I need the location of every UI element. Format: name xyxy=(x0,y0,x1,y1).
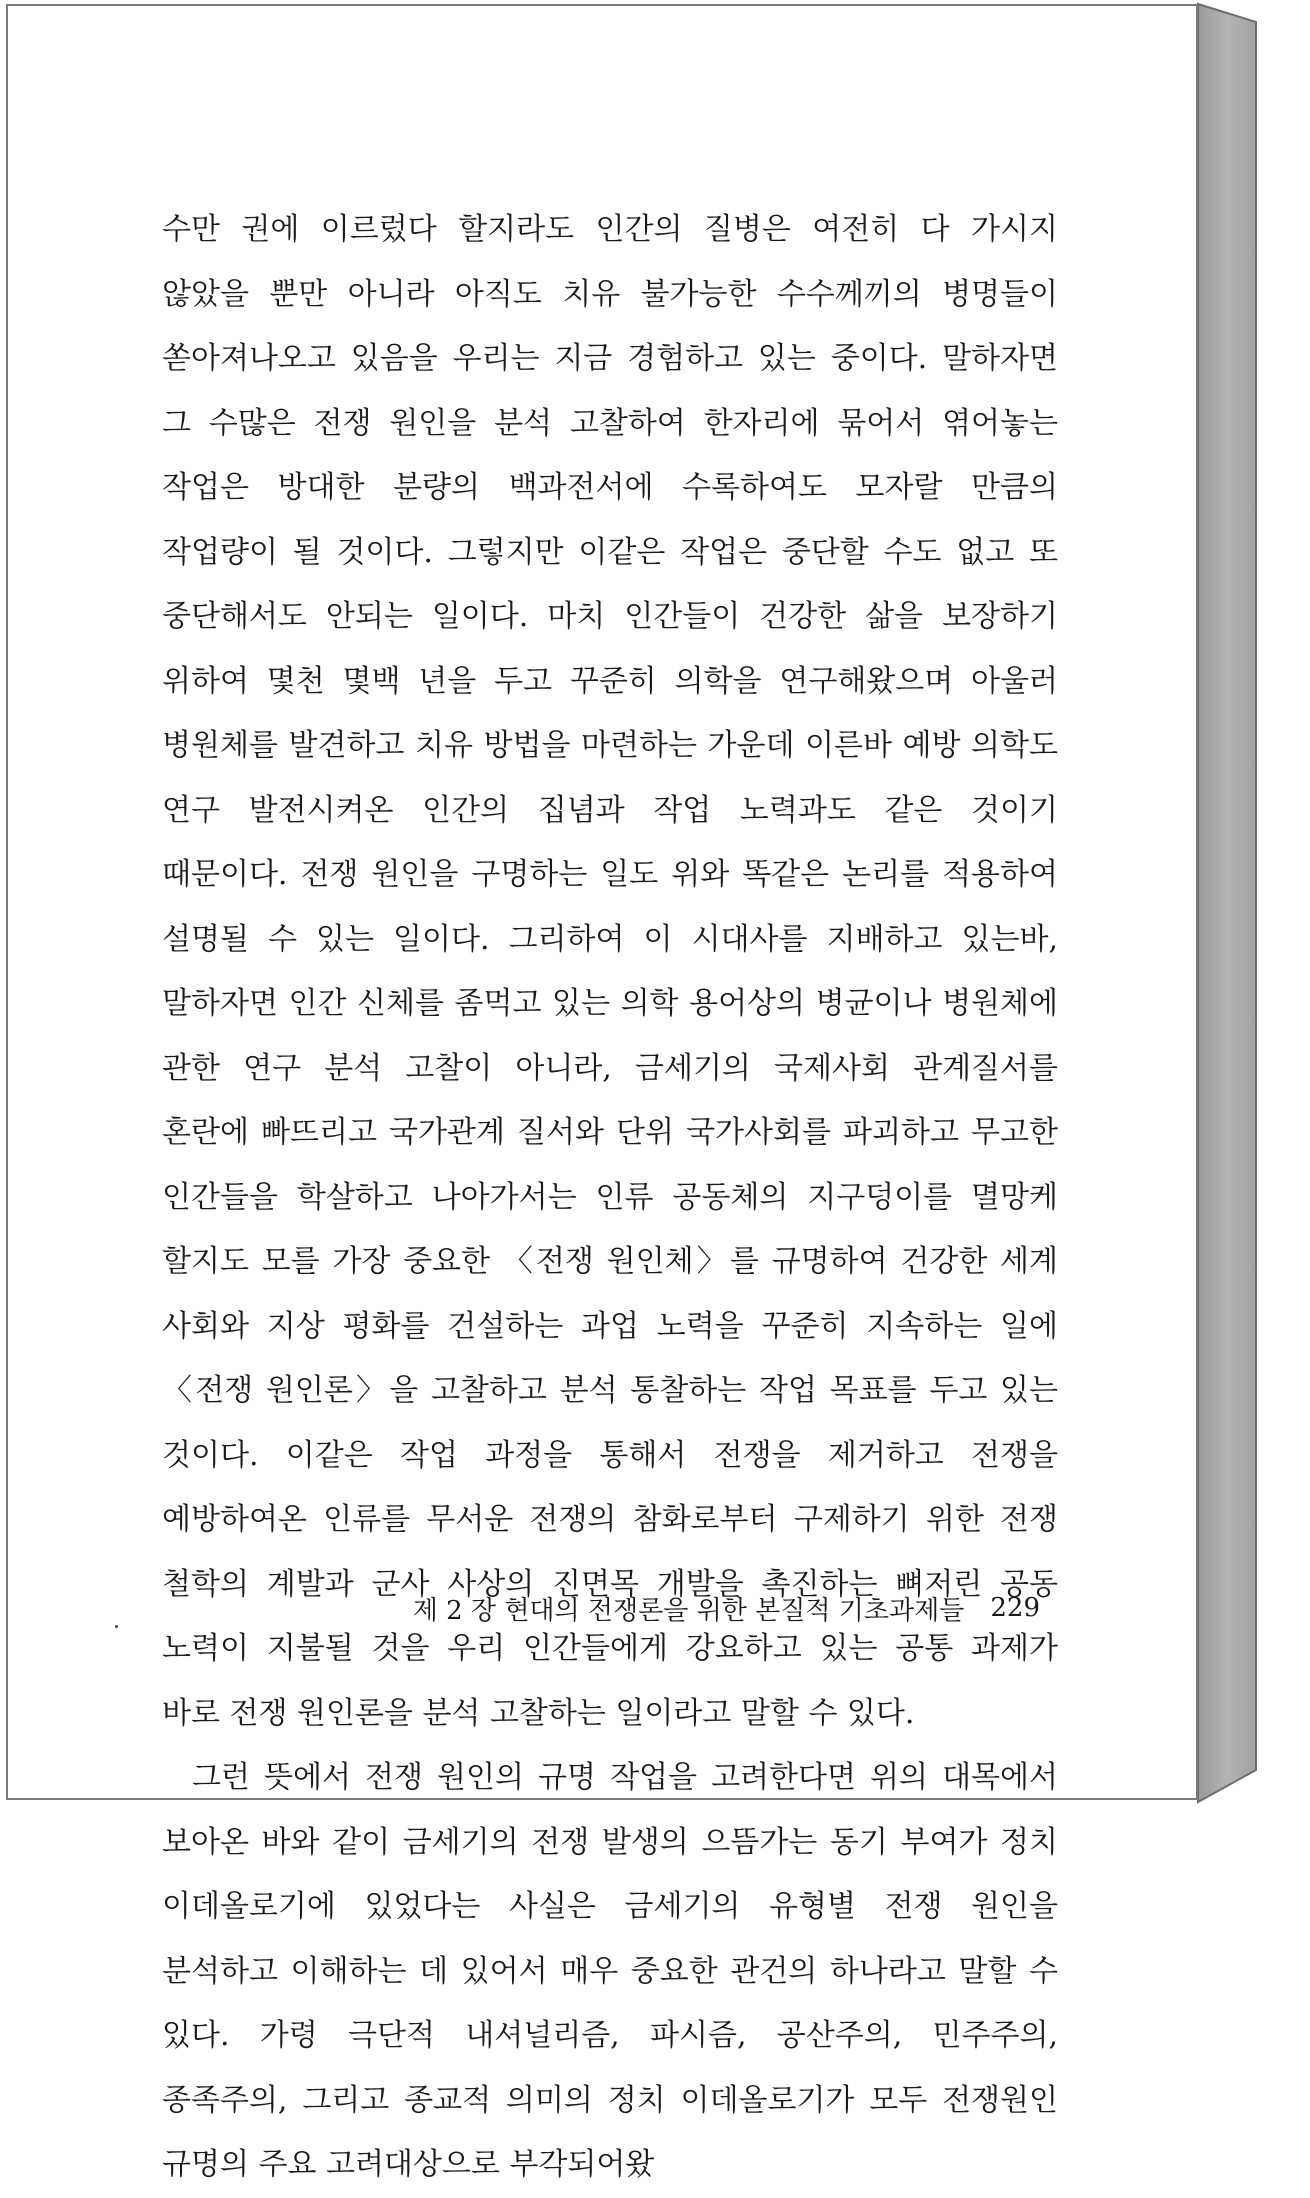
running-footer xyxy=(400,1588,1040,1628)
page-number: 229 xyxy=(990,1593,1040,1623)
body-text xyxy=(162,198,1058,2198)
paragraph-2: 그런 뜻에서 전쟁 원인의 규명 작업을 고려한다면 위의 대목에서 보아온 바와 같이 금세기의 전쟁 발생의 으뜸가는 동기 부여가 정치 이데올로기에 있었다는 사실은 금세기의 유형별 전쟁 원인을 분석하고 이해하는 데 있어서 매우 중요한 관건의 하나라고 말할 수 있다. 가령 극단적 내셔널리즘, 파시즘, 공산주의, 민주주의, 종족주의, 그리고 종교적 의미의 정치 이데올로기가 모두 전쟁원인 규명의 주요 고려대상으로 부각되어왔 xyxy=(162,1760,1058,2182)
scan-speck xyxy=(115,1625,118,1628)
chapter-title: 제 2 장 현대의 전쟁론을 위한 본질적 기초과제들 xyxy=(412,1595,965,1626)
paragraph-1: 수만 권에 이르렀다 할지라도 인간의 질병은 여전히 다 가시지 않았을 뿐만 아니라 아직도 치유 불가능한 수수께끼의 병명들이 쏟아져나오고 있음을 우리는 지금 경험하고 있는 중이다. 말하자면 그 수많은 전쟁 원인을 분석 고찰하여 한자리에 묶어서 엮어놓는 작업은 방대한 분량의 백과전서에 수록하여도 모자랄 만큼의 작업량이 될 것이다. 그렇지만 이같은 작업은 중단할 수도 없고 또 중단해서도 안되는 일이다. 마치 인간들이 건강한 삶을 보장하기 위하여 몇천 몇백 년을 두고 꾸준히 의학을 연구해왔으며 아울러 병원체를 발견하고 치유 방법을 마련하는 가운데 이른바 예방 의학도 연구 발전시켜온 인간의 집념과 작업 노력과도 같은 것이기 때문이다. 전쟁 원인을 구명하는 일도 위와 똑같은 논리를 적용하여 설명될 수 있는 일이다. 그리하여 이 시대사를 지배하고 있는바, 말하자면 인간 신체를 좀먹고 있는 의학 용어상의 병균이나 병원체에 관한 연구 분석 고찰이 아니라, 금세기의 국제사회 관계질서를 혼란에 빠뜨리고 국가관계 질서와 단위 국가사회를 파괴하고 무고한 인간들을 학살하고 나아가서는 인류 공동체의 지구덩이를 멸망케 할지도 모를 가장 중요한 〈전쟁 원인체〉를 규명하여 건강한 세계 사회와 지상 평화를 건설하는 과업 노력을 꾸준히 지속하는 일에 〈전쟁 원인론〉을 고찰하고 분석 통찰하는 작업 목표를 두고 있는 것이다. 이같은 작업 과정을 통해서 전쟁을 제거하고 전쟁을 예방하여온 인류를 무서운 전쟁의 참화로부터 구제하기 위한 전쟁 철학의 계발과 군사 사상의 진면목 개발을 촉진하는 뼈저린 공동 노력이 지불될 것을 우리 인간들에게 강요하고 있는 공통 과제가 바로 전쟁 원인론을 분석 고찰하는 일이라고 말할 수 있다. xyxy=(162,212,1058,1731)
